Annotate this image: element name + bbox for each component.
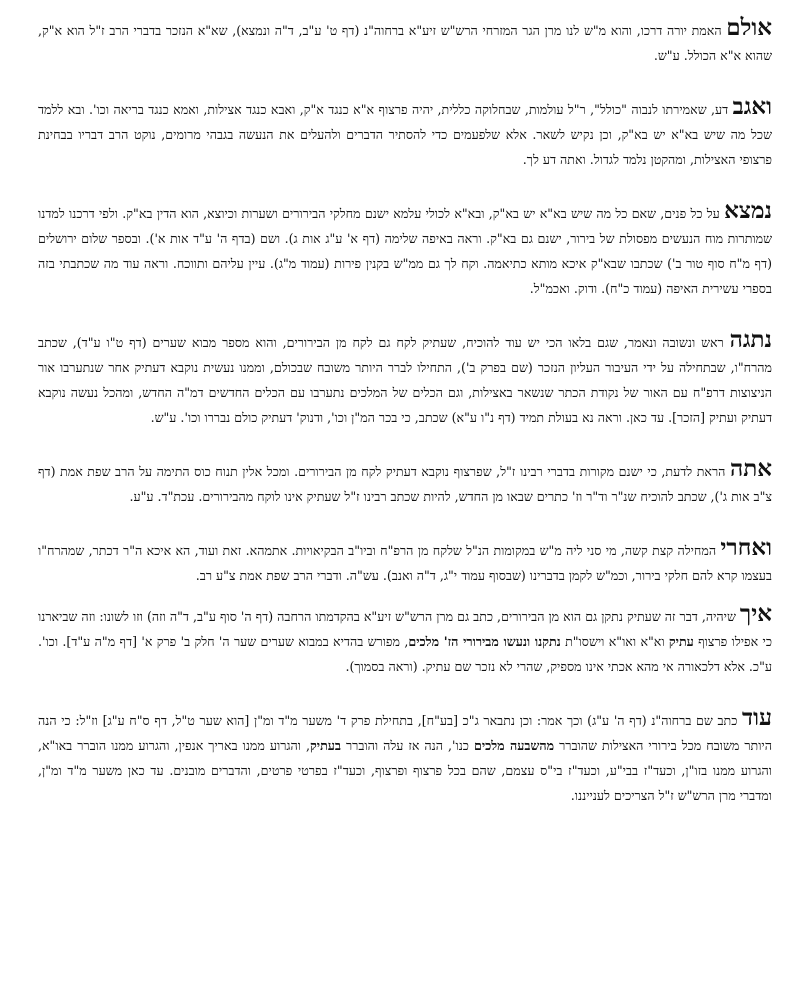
paragraph-ata xyxy=(38,456,772,509)
paragraph-lead-word: נמצא xyxy=(724,198,772,223)
paragraph-lead-word: נתגה xyxy=(729,327,772,352)
paragraph-nitgeh xyxy=(38,327,772,430)
paragraph-lead-word: ואגב xyxy=(732,94,772,119)
body-text: המחילה קצת קשה, מי סני ליה מ"ש במקומות הנ"ל שלקח מן הרפ"ח וביו"ב הבקיאויות. אתמהא. זאת ועוד, הא איכא ה"ר דכתר, שמהרח"ו בעצמו קרא להם חלקי בירור, וכמ"ש לקמן בדברינו (שבסוף עמוד י"ג, ד"ה ואנב). עש"ה. ודברי הרב שפת אמת צ"ע רב. xyxy=(38,543,772,583)
body-text: הראת לדעת, כי ישנם מקורות בדברי רבינו ז"ל, שפרצוף נוקבא דעתיק לקח מן הבירורים. ומכל אלין תנוח כוס התימה על הרב שפת אמת (דף צ"ב אות ג'), שכתב להוכיח שנ"ר וד"ר וז' כתרים שבאו מן החדש, להיות שכתב רבינו ז"ל שעתיק אינו לוקח מהבירורים. עכת"ד. ע"ע. xyxy=(38,464,772,504)
paragraph-lead-word: אתה xyxy=(729,456,772,481)
paragraph-veagav xyxy=(38,94,772,172)
paragraph-od xyxy=(38,705,772,808)
emphasized-text: נתקנו ונעשו מבירורי הז' מלכים xyxy=(408,634,561,649)
paragraph-lead-word: אולם xyxy=(726,15,772,40)
body-text: דע, שאמירתו לנבוה "כולל", ר"ל עולמות, שבחלוקה כללית, יהיה פרצוף א"א כנגד א"ק, ואבא כנגד אצילות, ואמא כנגד בריאה וכו'. ובא ללמד שכל מה שיש בא"א יש בא"ק, וכן נקיש לשאר. אלא שלפעמים כדי להסתיר הדברים ולהעלים את הנעשה בגבהי מרומים, נוקט הרב דבריו בבחינת פרצופי האצילות, ומהקטן נלמד לגדול. ואתה דע לך. xyxy=(38,102,772,167)
document-page xyxy=(38,15,772,987)
body-text: , מפורש בהדיא במבוא שערים שער ה' חלק ב' פרק א' [דף מ"ה ע"ד]. וכו'. ע"כ. אלא דלכאורה אי מהא אכתי אינו מספיק, שהרי לא נזכר שם עתיק. (וראה בסמוך). xyxy=(38,634,772,674)
body-text: כתב שם ברחוה"נ (דף ה' ע"ג) וכך אמר: וכן נתבאר ג"כ [בע"ח], בתחילת פרק ד' משער מ"ד ומ"ן [הוא שער ט"ל, דף ס"ח ע"ג] וז"ל: כי הנה היותר משובח מכל בירורי האצילות שהוברר xyxy=(38,713,772,753)
paragraph-eich xyxy=(38,601,772,679)
body-text: האמת יורה דרכו, והוא מ"ש לנו מרן הגר המזרחי הרש"ש זיע"א ברחוה"נ (דף ט' ע"ב, ד"ה ונמצא), שא"א הנזכר בדברי הרב ז"ל הוא א"ק, שהוא א"א הכולל. ע"ש. xyxy=(38,23,772,63)
paragraph-nimtza xyxy=(38,198,772,301)
body-text: שיהיה, דבר זה שעתיק נתקן גם הוא מן הבירורים, כתב גם מרן הרש"ש זיע"א בהקדמתו הרחבה (דף ה' סוף ע"ב, ד"ה וזה) וזו לשונו: וזה שביארנו כי אפילו פרצוף xyxy=(38,609,772,649)
emphasized-text: מהשבעה מלכים xyxy=(473,738,555,753)
paragraph-ulam xyxy=(38,15,772,68)
body-text: כנו', הנה אז עלה והוברר xyxy=(340,738,474,753)
body-text: , והגרוע ממנו באריך אנפין, והגרוע ממנו הוברר באו"א, והגרוע ממנו בזו"ן, וכעד"ז בבי"ע, וכעד"ז בי"ס עצמם, שהם בכל פרצוף ופרצוף, וכעד"ז בפרטי פרטים, והדברים מובנים. עד כאן משער מ"ד ומ"ן, ומדברי מרן הרש"ש ז"ל הצריכים לענייננו. xyxy=(38,738,772,803)
paragraph-lead-word: ואחרי xyxy=(720,535,772,560)
body-text: על כל פנים, שאם כל מה שיש בא"א יש בא"ק, ובא"א לכולי עלמא ישנם מחלקי הבירורים ושערות וכיוצא, הוא הדין בא"ק. ולפי דרכנו למדנו שמותרות מוח הנעשים מפסולת של בירור, ישנם גם בא"ק. וראה באיפה שלימה (דף א' ע"ג אות ג). ושם (בדף ה' ע"ד אות א'). ובספר שלום ירושלים (דף מ"ח סוף טור ב') שכתבו שבא"ק איכא מותא כתיאמה. וקח לך גם ממ"ש בקנין פירות (עמוד מ"ג). עיין עליהם ותווכח. וראה עוד מה שכתבתי בזה בספרי עשירית האיפה (עמוד כ"ח). ודוק. ואכמ"ל. xyxy=(38,206,772,296)
body-text: ראש ונשובה ונאמר, שגם בלאו הכי יש עוד להוכיח, שעתיק לקח גם לקח מן הבירורים, והוא מספר מבוא שערים (דף ט"ו ע"ד), שכתב מהרח"ו, שבתחילה על ידי העיבור העליון הנזכר (שם בפרק ב'), התחילו לברר היותר משובח שבכולם, וממנו נעשית נוקבא דעתיק אחר שנתערבו אור הניצוצות דרפ"ח עם האור של נקודת הכתר שנשאר באצילות, וגם הכלים של המלכים נתערבו עם הכלים החדשים דמ"ה החדש, ומהכל נעשה נוקבא דעתיק ועתיק [הזכר]. עד כאן. וראה נא בעולת תמיד (דף נ"ו ע"א) שכתב, כי בכר המ"ן וכו', ודנוק' דעתיק כולם נבררו וכו'. ע"ש. xyxy=(38,335,772,425)
paragraph-lead-word: איך xyxy=(739,601,772,626)
emphasized-text: עתיק xyxy=(668,634,694,649)
paragraph-lead-word: עוד xyxy=(742,705,772,730)
emphasized-text: בעתיק xyxy=(310,738,341,753)
paragraph-veachrei xyxy=(38,535,772,588)
body-text: וא"א ואו"א וישסו"ת xyxy=(560,634,669,649)
